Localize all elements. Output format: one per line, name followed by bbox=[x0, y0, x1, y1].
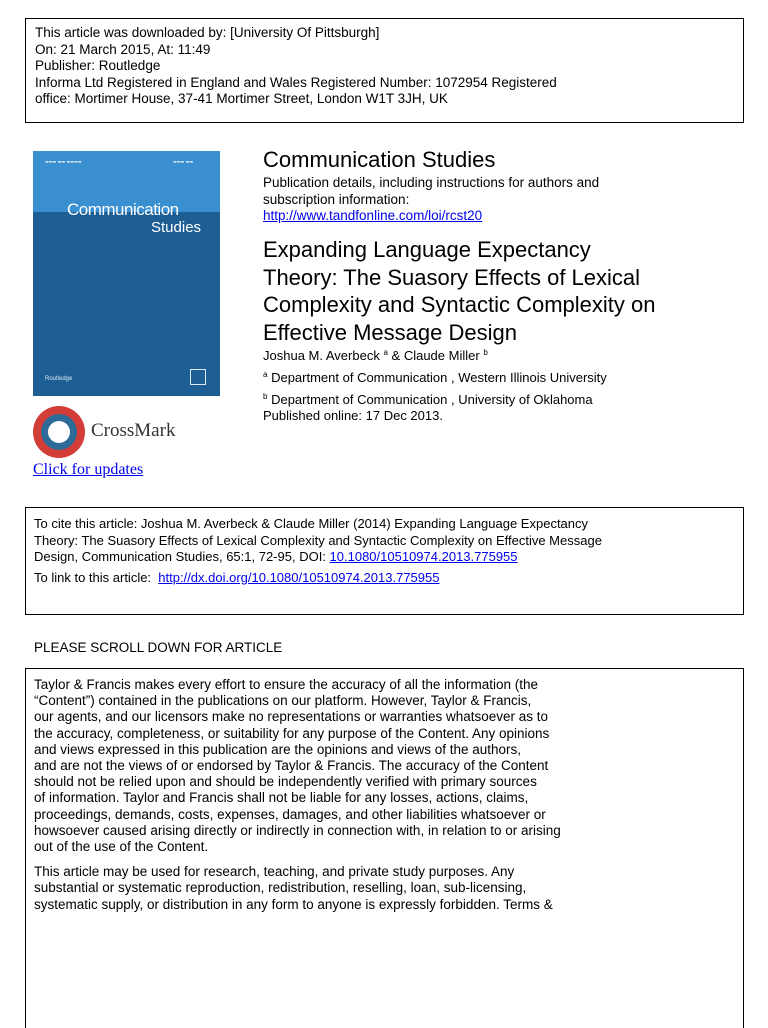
scroll-down-notice: PLEASE SCROLL DOWN FOR ARTICLE bbox=[34, 640, 283, 655]
journal-url-link[interactable]: http://www.tandfonline.com/loi/rcst20 bbox=[263, 208, 483, 223]
disclaimer-line: out of the use of the Content. bbox=[34, 839, 209, 855]
affiliation-line bbox=[263, 392, 607, 408]
disclaimer-line: of information. Taylor and Francis shall not be liable for any losses, actions, claims, bbox=[34, 790, 529, 806]
article-title-line: Effective Message Design bbox=[263, 319, 517, 345]
disclaimer-line: should not be relied upon and should be independently verified with primary sources bbox=[34, 774, 537, 790]
author-affiliation-marker: a bbox=[383, 348, 388, 357]
publication-details-line: Publication details, including instructions for authors and bbox=[263, 175, 600, 190]
disclaimer-line: and views expressed in this publication are the opinions and views of the authors, bbox=[34, 741, 522, 757]
crossmark-badge[interactable] bbox=[33, 404, 193, 460]
disclaimer-line: our agents, and our licensors make no representations or warranties whatsoever as to bbox=[34, 709, 549, 725]
citation-text: Design, Communication Studies, 65:1, 72-95, DOI: bbox=[34, 549, 330, 564]
publication-details-line: subscription information: bbox=[263, 191, 410, 207]
citation-line: To cite this article: Joshua M. Averbeck & Claude Miller (2014) Expanding Language Expectancy bbox=[34, 516, 589, 531]
affiliation-line bbox=[263, 370, 607, 386]
download-info-line: This article was downloaded by: [University Of Pittsburgh] bbox=[35, 25, 380, 40]
citation-line bbox=[34, 549, 735, 566]
cover-fine-print-icon: ▬▬▬ ▬▬ ▬▬▬▬ bbox=[45, 159, 82, 164]
disclaimer-line: and are not the views of or endorsed by Taylor & Francis. The accuracy of the Content bbox=[34, 758, 549, 774]
author-block bbox=[263, 348, 607, 424]
disclaimer-line: the accuracy, completeness, or suitability for any purpose of the Content. Any opinions bbox=[34, 725, 550, 741]
affiliation-text: Department of Communication , Western Illinois University bbox=[271, 370, 607, 385]
disclaimer-paragraph bbox=[34, 864, 735, 913]
author-affiliation-marker: b bbox=[483, 348, 488, 357]
article-title-line: Complexity and Syntactic Complexity on bbox=[263, 292, 656, 317]
article-title-line: Expanding Language Expectancy bbox=[263, 237, 591, 262]
disclaimer-box bbox=[25, 668, 744, 1028]
article-title-line: Theory: The Suasory Effects of Lexical bbox=[263, 264, 641, 290]
cover-logo-icon bbox=[190, 369, 206, 385]
crossmark-icon bbox=[33, 406, 85, 458]
author-name: Claude Miller bbox=[403, 348, 480, 363]
author-name: Joshua M. Averbeck bbox=[263, 348, 380, 363]
download-info-line: On: 21 March 2015, At: 11:49 bbox=[35, 41, 211, 57]
download-info-box bbox=[25, 18, 744, 123]
disclaimer-paragraph bbox=[34, 677, 735, 855]
download-info-line: Publisher: Routledge bbox=[35, 58, 161, 73]
cover-subtitle: Studies bbox=[151, 219, 202, 236]
affiliation-marker: a bbox=[263, 370, 268, 379]
click-for-updates-link[interactable]: Click for updates bbox=[33, 461, 144, 478]
disclaimer-line: systematic supply, or distribution in any form to anyone is expressly forbidden. Terms & bbox=[34, 896, 553, 912]
cover-fine-print-icon: ▬▬▬ ▬▬ bbox=[173, 159, 194, 164]
disclaimer-line: substantial or systematic reproduction, redistribution, reselling, loan, sub-licensing, bbox=[34, 880, 527, 896]
article-link-line bbox=[34, 570, 735, 587]
citation-line: Theory: The Suasory Effects of Lexical Complexity and Syntactic Complexity on Effective Message bbox=[34, 532, 602, 548]
article-link-label: To link to this article: bbox=[34, 569, 159, 585]
crossmark-label: CrossMark bbox=[91, 420, 176, 441]
affiliation-text: Department of Communication , University of Oklahoma bbox=[271, 392, 593, 407]
disclaimer-line: proceedings, demands, costs, expenses, damages, and other liabilities whatsoever or bbox=[34, 806, 546, 822]
author-separator: & bbox=[387, 348, 404, 363]
download-info-line: Informa Ltd Registered in England and Wales Registered Number: 1072954 Registered bbox=[35, 74, 557, 90]
published-date: Published online: 17 Dec 2013. bbox=[263, 408, 443, 423]
journal-cover-image bbox=[33, 151, 220, 396]
publication-details bbox=[263, 175, 599, 225]
affiliation-marker: b bbox=[263, 392, 268, 401]
disclaimer-line: howsoever caused arising directly or indirectly in connection with, in relation to or arising bbox=[34, 822, 561, 838]
article-url-link[interactable]: http://dx.doi.org/10.1080/10510974.2013.775955 bbox=[158, 569, 440, 585]
disclaimer-line: Taylor & Francis makes every effort to ensure the accuracy of all the information (the bbox=[34, 677, 538, 692]
download-info-line: office: Mortimer House, 37-41 Mortimer Street, London W1T 3JH, UK bbox=[35, 91, 448, 106]
article-title bbox=[263, 236, 656, 346]
journal-title: Communication Studies bbox=[263, 147, 496, 172]
citation-box bbox=[25, 507, 744, 615]
cover-publisher: Routledge bbox=[45, 376, 73, 382]
doi-link[interactable]: 10.1080/10510974.2013.775955 bbox=[329, 549, 518, 564]
cover-title: Communication bbox=[67, 200, 179, 219]
disclaimer-line: “Content”) contained in the publications on our platform. However, Taylor & Francis, bbox=[34, 693, 532, 709]
author-line bbox=[263, 348, 607, 364]
disclaimer-line: This article may be used for research, teaching, and private study purposes. Any bbox=[34, 864, 515, 880]
